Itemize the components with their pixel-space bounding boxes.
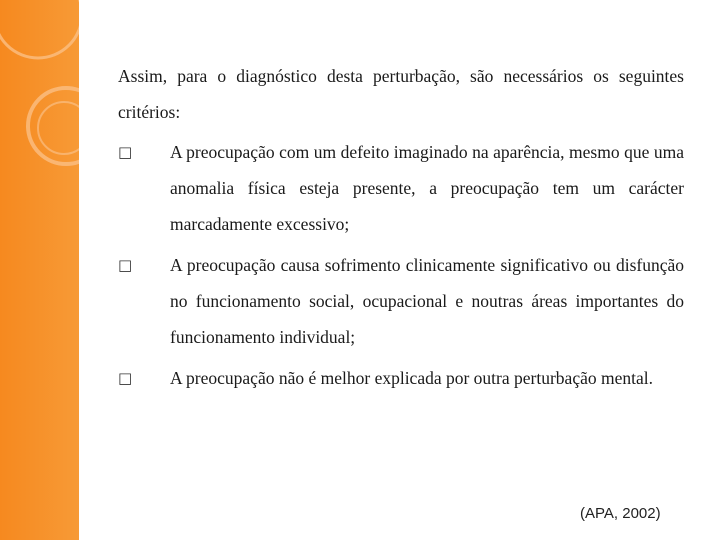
decorative-rings	[0, 0, 79, 540]
criterion-text: A preocupação causa sofrimento clinicamente significativo ou disfunção no funcionamento social, ocupacional e noutras áreas importantes do funcionamento individual;	[170, 255, 684, 347]
checkbox-bullet-icon: □	[118, 143, 133, 161]
slide-content	[118, 58, 684, 401]
decorative-ring-small	[38, 102, 79, 154]
criterion-item	[118, 247, 684, 355]
citation: (APA, 2002)	[580, 505, 661, 522]
intro-paragraph: Assim, para o diagnóstico desta perturbação, são necessários os seguintes critérios:	[118, 66, 684, 122]
criterion-item	[118, 134, 684, 242]
criterion-text: A preocupação não é melhor explicada por outra perturbação mental.	[170, 368, 653, 388]
decorative-side-band	[0, 0, 79, 540]
criterion-item	[118, 360, 684, 396]
criterion-text: A preocupação com um defeito imaginado na aparência, mesmo que uma anomalia física esteja presente, a preocupação tem um carácter marcadamente excessivo;	[170, 142, 684, 234]
checkbox-bullet-icon: □	[118, 256, 133, 274]
checkbox-bullet-icon: □	[118, 369, 133, 387]
decorative-ring-top	[0, 0, 79, 58]
